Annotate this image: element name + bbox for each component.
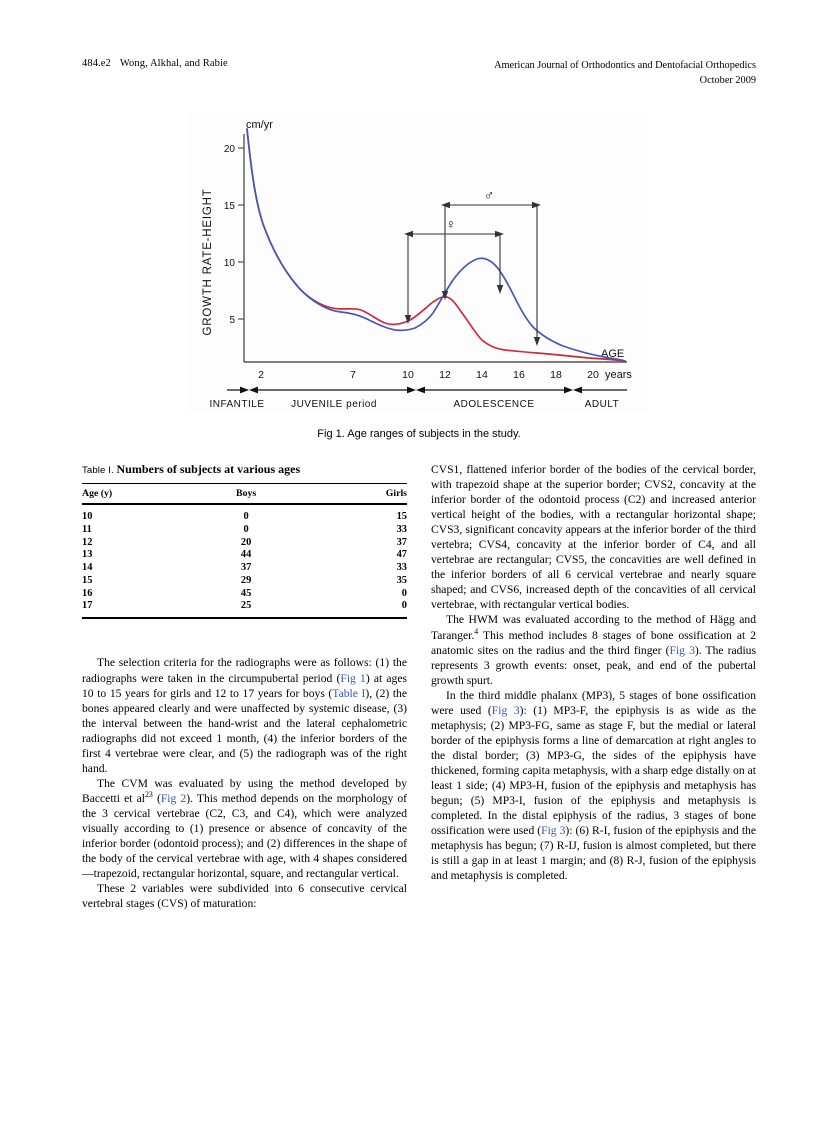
cell-girls: 0 bbox=[401, 587, 407, 599]
table-label: Table I. bbox=[82, 465, 114, 476]
figure-caption-text: Age ranges of subjects in the study. bbox=[347, 428, 521, 440]
issue-date: October 2009 bbox=[699, 75, 756, 86]
table-row bbox=[82, 600, 407, 618]
cell-girls: 35 bbox=[396, 574, 407, 586]
table-header bbox=[82, 484, 407, 505]
text-run: ): (1) MP3-F, the epiphysis is as wide as the metaphysis; (2) MP3-FG, same as stage F, but the medial or lateral border of the epiphysis forms a line of demarcation at right angles to the distal border; (3) MP3-G, the sides of the epiphysis have thickened, forming capita metaphysis, with a sharp edge distally on at least 1 side; (4) MP3-H, fusion of the epiphysis and metaphysis has begun; (5) MP3-I, fusion of the epiphysis and metaphysis is completed. In the distal epiphysis of the radius, 3 stages of bone ossification were used ( bbox=[431, 703, 756, 838]
figure-caption bbox=[82, 428, 756, 440]
svg-text:2: 2 bbox=[258, 369, 264, 381]
column-header-boys: Boys bbox=[193, 484, 300, 505]
cell-girls: 33 bbox=[396, 562, 407, 574]
xref-fig-1[interactable]: Fig 1 bbox=[340, 671, 366, 685]
svg-text:16: 16 bbox=[513, 369, 525, 381]
right-column-prose bbox=[431, 462, 756, 883]
text-run: ). The radius represents 3 growth events: onset, peak, and end of the pubertal growth spurt. bbox=[431, 643, 756, 687]
svg-text:10: 10 bbox=[402, 369, 414, 381]
left-column-prose bbox=[82, 655, 407, 911]
svg-text:18: 18 bbox=[550, 369, 562, 381]
xref-fig-3-c[interactable]: Fig 3 bbox=[541, 824, 566, 838]
cell-age: 10 bbox=[82, 511, 93, 522]
cell-age: 16 bbox=[82, 587, 93, 599]
paragraph-cvm-method bbox=[82, 776, 407, 881]
cell-girls: 15 bbox=[396, 511, 407, 522]
subjects-table bbox=[82, 483, 407, 617]
male-symbol-icon: ♂ bbox=[483, 187, 495, 203]
paragraph-hwm-method bbox=[431, 612, 756, 687]
body-columns bbox=[82, 462, 756, 1082]
table-header-row bbox=[82, 484, 407, 505]
table-row bbox=[82, 561, 407, 574]
text-run: The HWM was evaluated according to the method of Hägg and Taranger. bbox=[431, 613, 756, 642]
xref-fig-3[interactable]: Fig 3 bbox=[669, 643, 695, 657]
cell-girls: 0 bbox=[401, 600, 407, 612]
cell-age: 11 bbox=[82, 523, 92, 535]
cell-boys: 44 bbox=[240, 549, 252, 561]
cell-girls: 47 bbox=[396, 549, 407, 561]
citation-marker-4[interactable]: 4 bbox=[474, 626, 479, 636]
table-title bbox=[82, 462, 407, 478]
page-folio: 484.e2 bbox=[82, 58, 111, 69]
paragraph-cvs-stages: CVS1, flattened inferior border of the bodies of the cervical border, with trapezoid shape at the superior border; CVS2, concavity at the inferior border of the odontoid process (C2) and increased anterior vertical height of the bodies, with a rectangular horizontal shape; CVS3, significant concavity appears at the inferior border of the third vertebra; CVS4, concavity at the inferior border of C4, and all vertebrae are rectangular; CVS5, the concavities are well defined in the inferior borders of all 6 cervical vertebrae and nearly square shaped; and CVS6, increased depth of the concavities of all cervical vertebrae, with rectangular vertical bodies. bbox=[431, 463, 756, 612]
svg-text:10: 10 bbox=[223, 258, 235, 269]
cell-boys: 25 bbox=[240, 600, 252, 612]
svg-text:20: 20 bbox=[223, 144, 235, 155]
growth-rate-chart bbox=[189, 112, 649, 412]
figure-1-block bbox=[82, 112, 756, 440]
citation-marker-23[interactable]: 23 bbox=[144, 790, 153, 800]
running-head-right bbox=[494, 58, 756, 88]
cell-age: 13 bbox=[82, 549, 93, 561]
cell-age: 14 bbox=[82, 562, 93, 574]
svg-text:7: 7 bbox=[350, 369, 356, 381]
svg-text:20: 20 bbox=[587, 369, 599, 381]
text-run: In the third middle phalanx (MP3), 5 stages of bone ossification were used ( bbox=[431, 688, 756, 717]
paragraph-cvs-intro: These 2 variables were subdivided into 6 consecutive cervical vertebral stages (CVS) of maturation: bbox=[82, 882, 407, 911]
text-run: The selection criteria for the radiographs were as follows: (1) the radiographs were taken in the circumpubertal period ( bbox=[82, 656, 407, 685]
right-column bbox=[431, 462, 756, 883]
y-axis-unit: cm/yr bbox=[246, 119, 273, 131]
paragraph-mp3-stages bbox=[431, 688, 756, 884]
x-axis-unit: years bbox=[605, 369, 632, 381]
journal-name: American Journal of Orthodontics and Dentofacial Orthopedics bbox=[494, 60, 756, 71]
cell-boys: 29 bbox=[240, 574, 252, 586]
table-row bbox=[82, 504, 407, 523]
running-head bbox=[82, 58, 756, 92]
cell-age: 15 bbox=[82, 574, 93, 586]
xref-fig-3-b[interactable]: Fig 3 bbox=[491, 703, 520, 717]
text-run: The CVM was evaluated by using the method developed by Baccetti et al bbox=[82, 776, 407, 805]
svg-text:INFANTILE: INFANTILE bbox=[209, 399, 265, 410]
svg-text:ADULT: ADULT bbox=[584, 399, 620, 410]
cell-age: 12 bbox=[82, 536, 93, 548]
svg-text:15: 15 bbox=[223, 201, 235, 212]
column-header-girls: Girls bbox=[300, 484, 407, 505]
table-row bbox=[82, 587, 407, 600]
xref-fig-2[interactable]: Fig 2 bbox=[160, 791, 187, 805]
x-axis-label: AGE bbox=[601, 348, 625, 360]
cell-age: 17 bbox=[82, 600, 93, 612]
female-symbol-icon: ♀ bbox=[445, 216, 457, 232]
cell-boys: 45 bbox=[240, 587, 252, 599]
running-head-left bbox=[82, 58, 228, 69]
cell-boys: 0 bbox=[243, 523, 249, 535]
text-run: This method includes 8 stages of bone ossification at 2 anatomic sites on the radius and the third finger ( bbox=[431, 628, 756, 657]
table-body bbox=[82, 504, 407, 617]
left-column bbox=[82, 462, 407, 911]
table-row bbox=[82, 574, 407, 587]
cell-girls: 33 bbox=[396, 523, 407, 535]
svg-text:14: 14 bbox=[476, 369, 488, 381]
table-row bbox=[82, 548, 407, 561]
column-header-age: Age (y) bbox=[82, 484, 193, 505]
text-run: ). This method depends on the morphology of the 3 cervical vertebrae (C2, C3, and C4), which were analyzed visually according to (1) presence or absence of concavity of the inferior border (odontoid process); and (2) differences in the shape of the body of the cervical vertebrae with age, with 4 shapes considered—trapezoid, rectangular horizontal, square, and rectangular vertical. bbox=[82, 791, 408, 881]
xref-table-1[interactable]: Table I bbox=[332, 686, 366, 700]
y-axis-label: GROWTH RATE-HEIGHT bbox=[202, 188, 214, 336]
text-run: ) at ages 10 to 15 years for girls and 12 to 17 years for boys ( bbox=[82, 671, 407, 700]
svg-text:ADOLESCENCE: ADOLESCENCE bbox=[453, 399, 535, 410]
table-row bbox=[82, 523, 407, 536]
cell-boys: 0 bbox=[243, 511, 249, 522]
table-bottom-rule bbox=[82, 617, 407, 619]
cell-boys: 37 bbox=[240, 562, 252, 574]
table-caption: Numbers of subjects at various ages bbox=[116, 462, 301, 476]
text-run: ): (6) R-I, fusion of the epiphysis and the metaphysis has begun; (7) R-IJ, fusion is almost completed, but there is still a gap in at least 1 margin; and (8) R-J, fusion of the epiphysis and metaphysis is completed. bbox=[431, 824, 756, 883]
text-run: ( bbox=[152, 791, 161, 805]
cell-girls: 37 bbox=[396, 536, 407, 548]
svg-text:5: 5 bbox=[229, 315, 235, 326]
running-head-authors: Wong, Alkhal, and Rabie bbox=[119, 58, 228, 69]
cell-boys: 20 bbox=[240, 536, 252, 548]
svg-text:JUVENILE period: JUVENILE period bbox=[291, 399, 377, 410]
svg-text:12: 12 bbox=[439, 369, 451, 381]
paragraph-selection-criteria bbox=[82, 655, 407, 775]
figure-number: Fig 1. bbox=[317, 428, 345, 440]
text-run: ), (2) the bones appeared clearly and were unaffected by systemic disease, (3) the interval between the hand-wrist and the lateral cephalometric radiographs did not exceed 1 month, (4) the inferior borders of the first 4 vertebrae were clear, and (5) the radiograph was of the right hand. bbox=[82, 686, 407, 775]
table-row bbox=[82, 536, 407, 549]
